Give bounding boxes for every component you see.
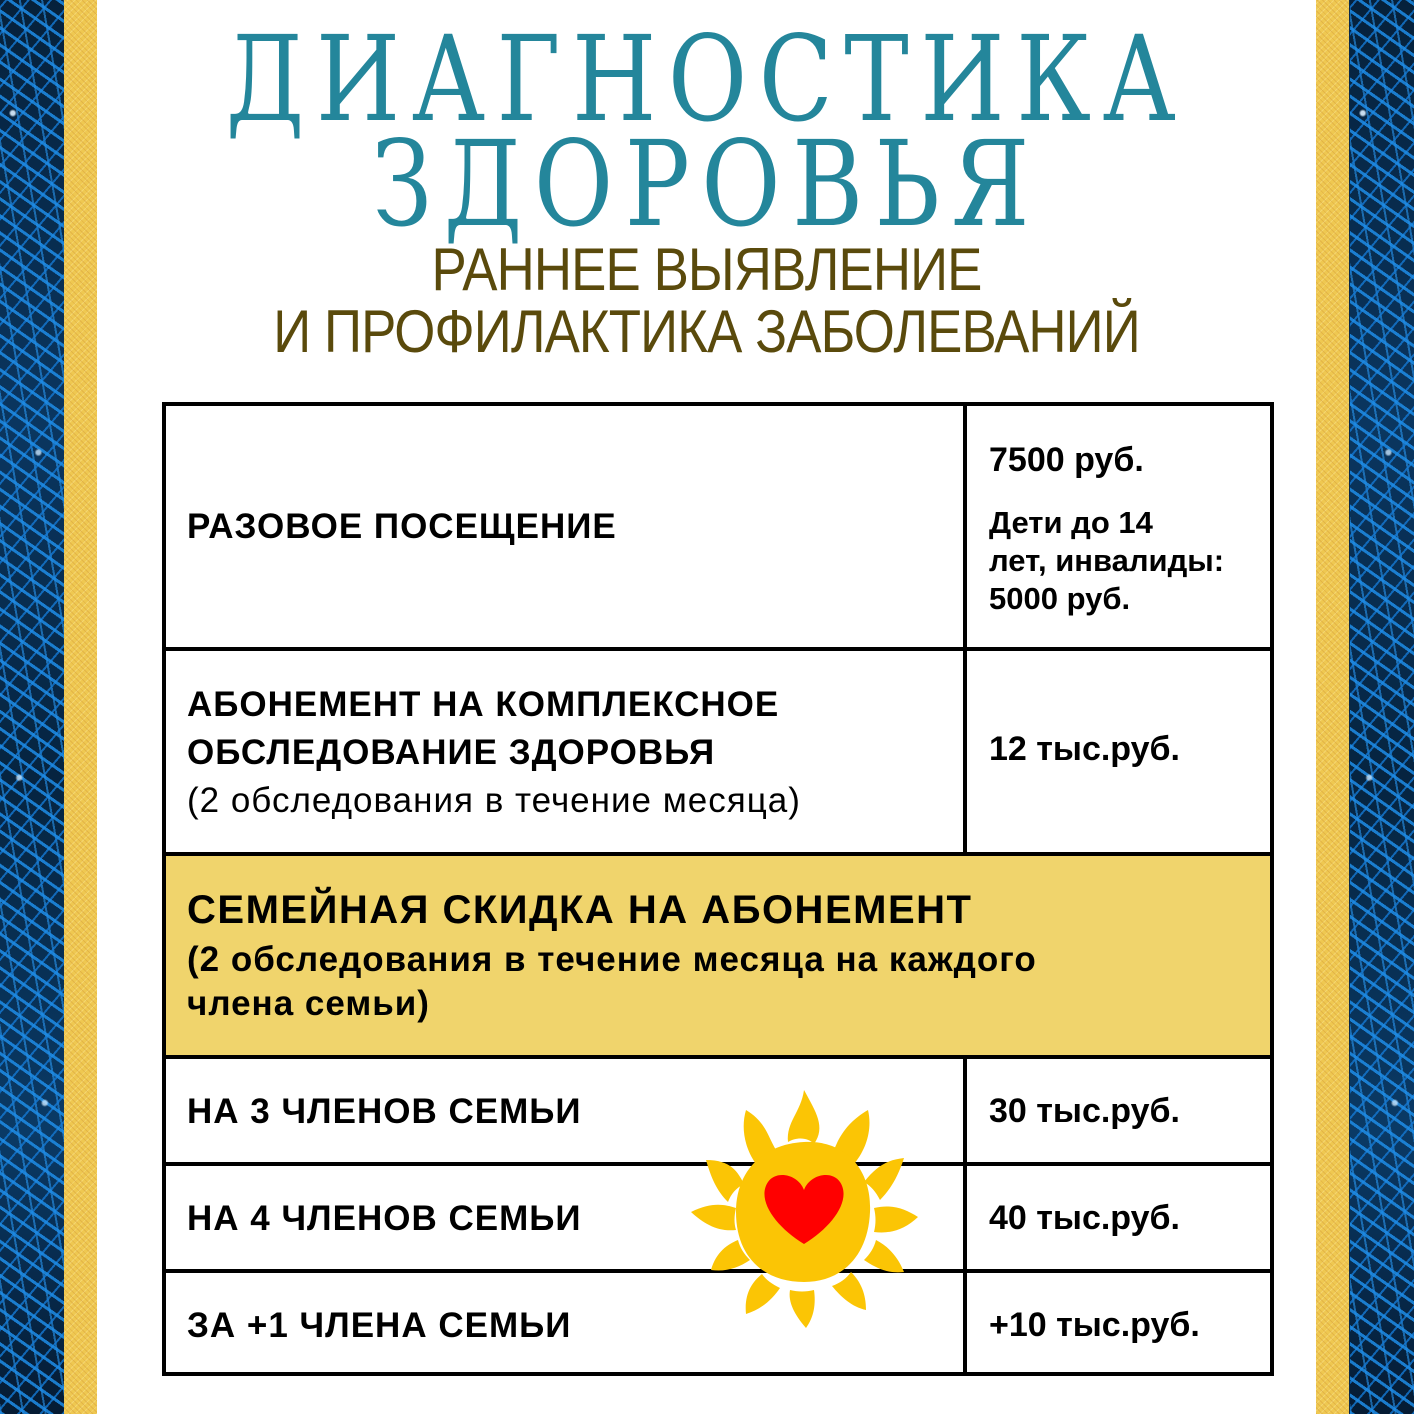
table-row	[166, 1273, 1270, 1372]
family-row-price: 40 тыс.руб.	[989, 1199, 1180, 1237]
table-cell-label	[166, 1059, 967, 1162]
table-cell-price	[967, 1059, 1270, 1162]
table-cell-label	[166, 1273, 967, 1372]
table-cell-label	[166, 406, 967, 647]
table-cell-label	[166, 651, 967, 852]
table-row	[166, 1166, 1270, 1273]
single-visit-label: РАЗОВОЕ ПОСЕЩЕНИЕ	[187, 507, 617, 546]
table-row-single-visit	[166, 406, 1270, 651]
family-discount-note: (2 обследования в течение месяца на каждого члена семьи)	[187, 940, 1037, 1023]
table-cell-price	[967, 651, 1270, 852]
table-cell-price	[967, 406, 1270, 647]
subscription-label: АБОНЕМЕНТ НА КОМПЛЕКСНОЕ ОБСЛЕДОВАНИЕ ЗДОРОВЬЯ (2 обследования в течение месяца)	[187, 681, 801, 825]
page-title-line2: ЗДОРОВЬЯ	[371, 115, 1041, 253]
table-row	[166, 1059, 1270, 1166]
page-title-line1: ДИАГНОСТИКА	[225, 10, 1188, 148]
table-row-family-discount	[166, 856, 1270, 1059]
subscription-price: 12 тыс.руб.	[989, 730, 1180, 768]
family-row-price: +10 тыс.руб.	[989, 1306, 1200, 1344]
family-row-price: 30 тыс.руб.	[989, 1092, 1180, 1130]
table-cell-price	[967, 1166, 1270, 1269]
family-row-label: НА 4 ЧЛЕНОВ СЕМЬИ	[187, 1199, 582, 1238]
price-table	[162, 402, 1274, 1376]
table-cell-price	[967, 1273, 1270, 1372]
single-visit-discount: Дети до 14 лет, инвалиды: 5000 руб.	[989, 505, 1225, 616]
background-left	[0, 0, 64, 1414]
table-row-subscription	[166, 651, 1270, 856]
subtitle-line1: РАННЕЕ ВЫЯВЛЕНИЕ	[431, 236, 982, 303]
table-cell-label	[166, 1166, 967, 1269]
family-row-label: НА 3 ЧЛЕНОВ СЕМЬИ	[187, 1092, 582, 1131]
gold-frame-left	[64, 0, 97, 1414]
gold-frame-right	[1316, 0, 1349, 1414]
subtitle-line2: И ПРОФИЛАКТИКА ЗАБОЛЕВАНИЙ	[273, 298, 1140, 365]
family-row-label: ЗА +1 ЧЛЕНА СЕМЬИ	[187, 1306, 572, 1345]
subscription-note: (2 обследования в течение месяца)	[187, 781, 801, 820]
family-discount-title: СЕМЕЙНАЯ СКИДКА НА АБОНЕМЕНТ	[187, 888, 973, 932]
single-visit-price: 7500 руб.	[989, 441, 1144, 479]
background-right	[1350, 0, 1414, 1414]
